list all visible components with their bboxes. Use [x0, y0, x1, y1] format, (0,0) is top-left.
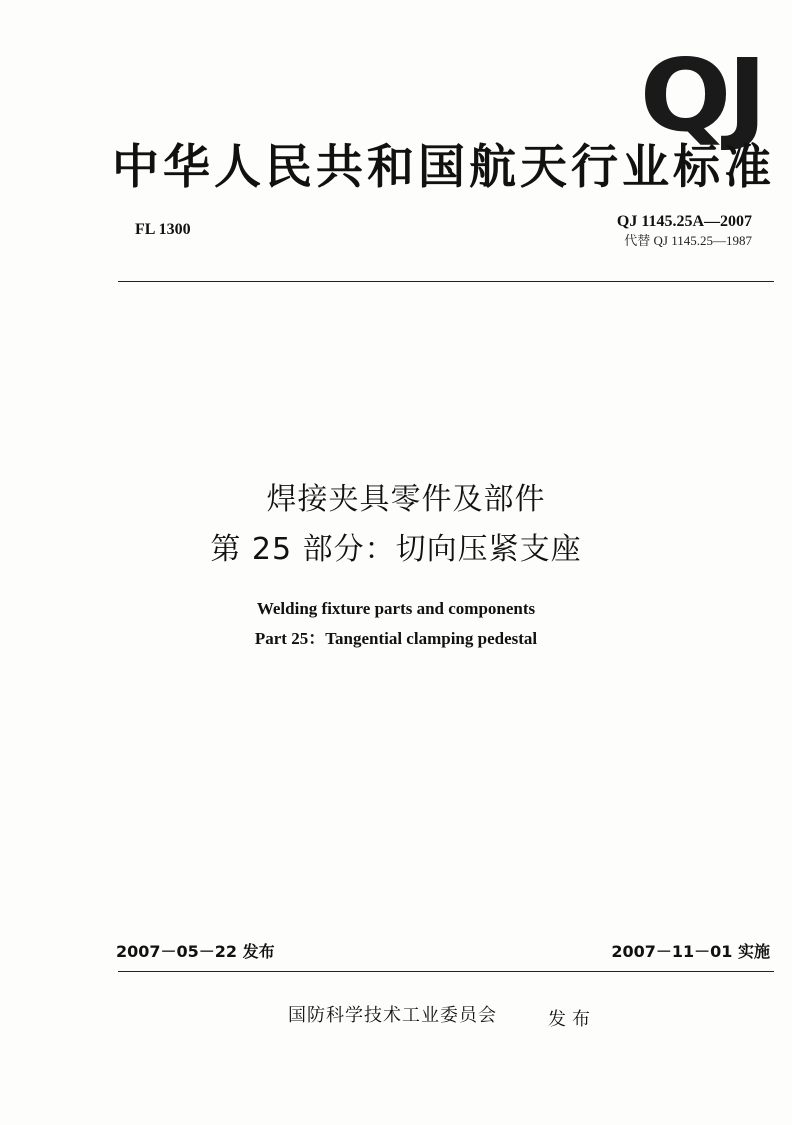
document-title-en-line1: Welding fixture parts and components: [256, 599, 536, 618]
document-title-zh-line2: 第 25 部分：切向压紧支座: [210, 532, 582, 567]
document-title-zh-line1: 焊接夹具零件及部件: [266, 482, 546, 517]
qj-logo: QJ: [639, 37, 763, 154]
standard-number: QJ 1145.25A—2007: [616, 213, 752, 230]
issuer-action: 发布: [548, 1009, 596, 1030]
header-divider: [118, 281, 774, 282]
issue-date: 2007－05－22 发布: [116, 942, 275, 961]
issuing-authority: 国防科学技术工业委员会: [288, 1005, 497, 1026]
implementation-date: 2007－11－01 实施: [611, 942, 770, 961]
replaces-standard: 代替 QJ 1145.25—1987: [624, 233, 752, 248]
document-title-en-line2: Part 25：Tangential clamping pedestal: [254, 629, 538, 648]
footer-divider: [118, 971, 774, 972]
classification-code: FL 1300: [135, 221, 191, 238]
standard-category-title: 中华人民共和国航天行业标准: [112, 140, 775, 195]
